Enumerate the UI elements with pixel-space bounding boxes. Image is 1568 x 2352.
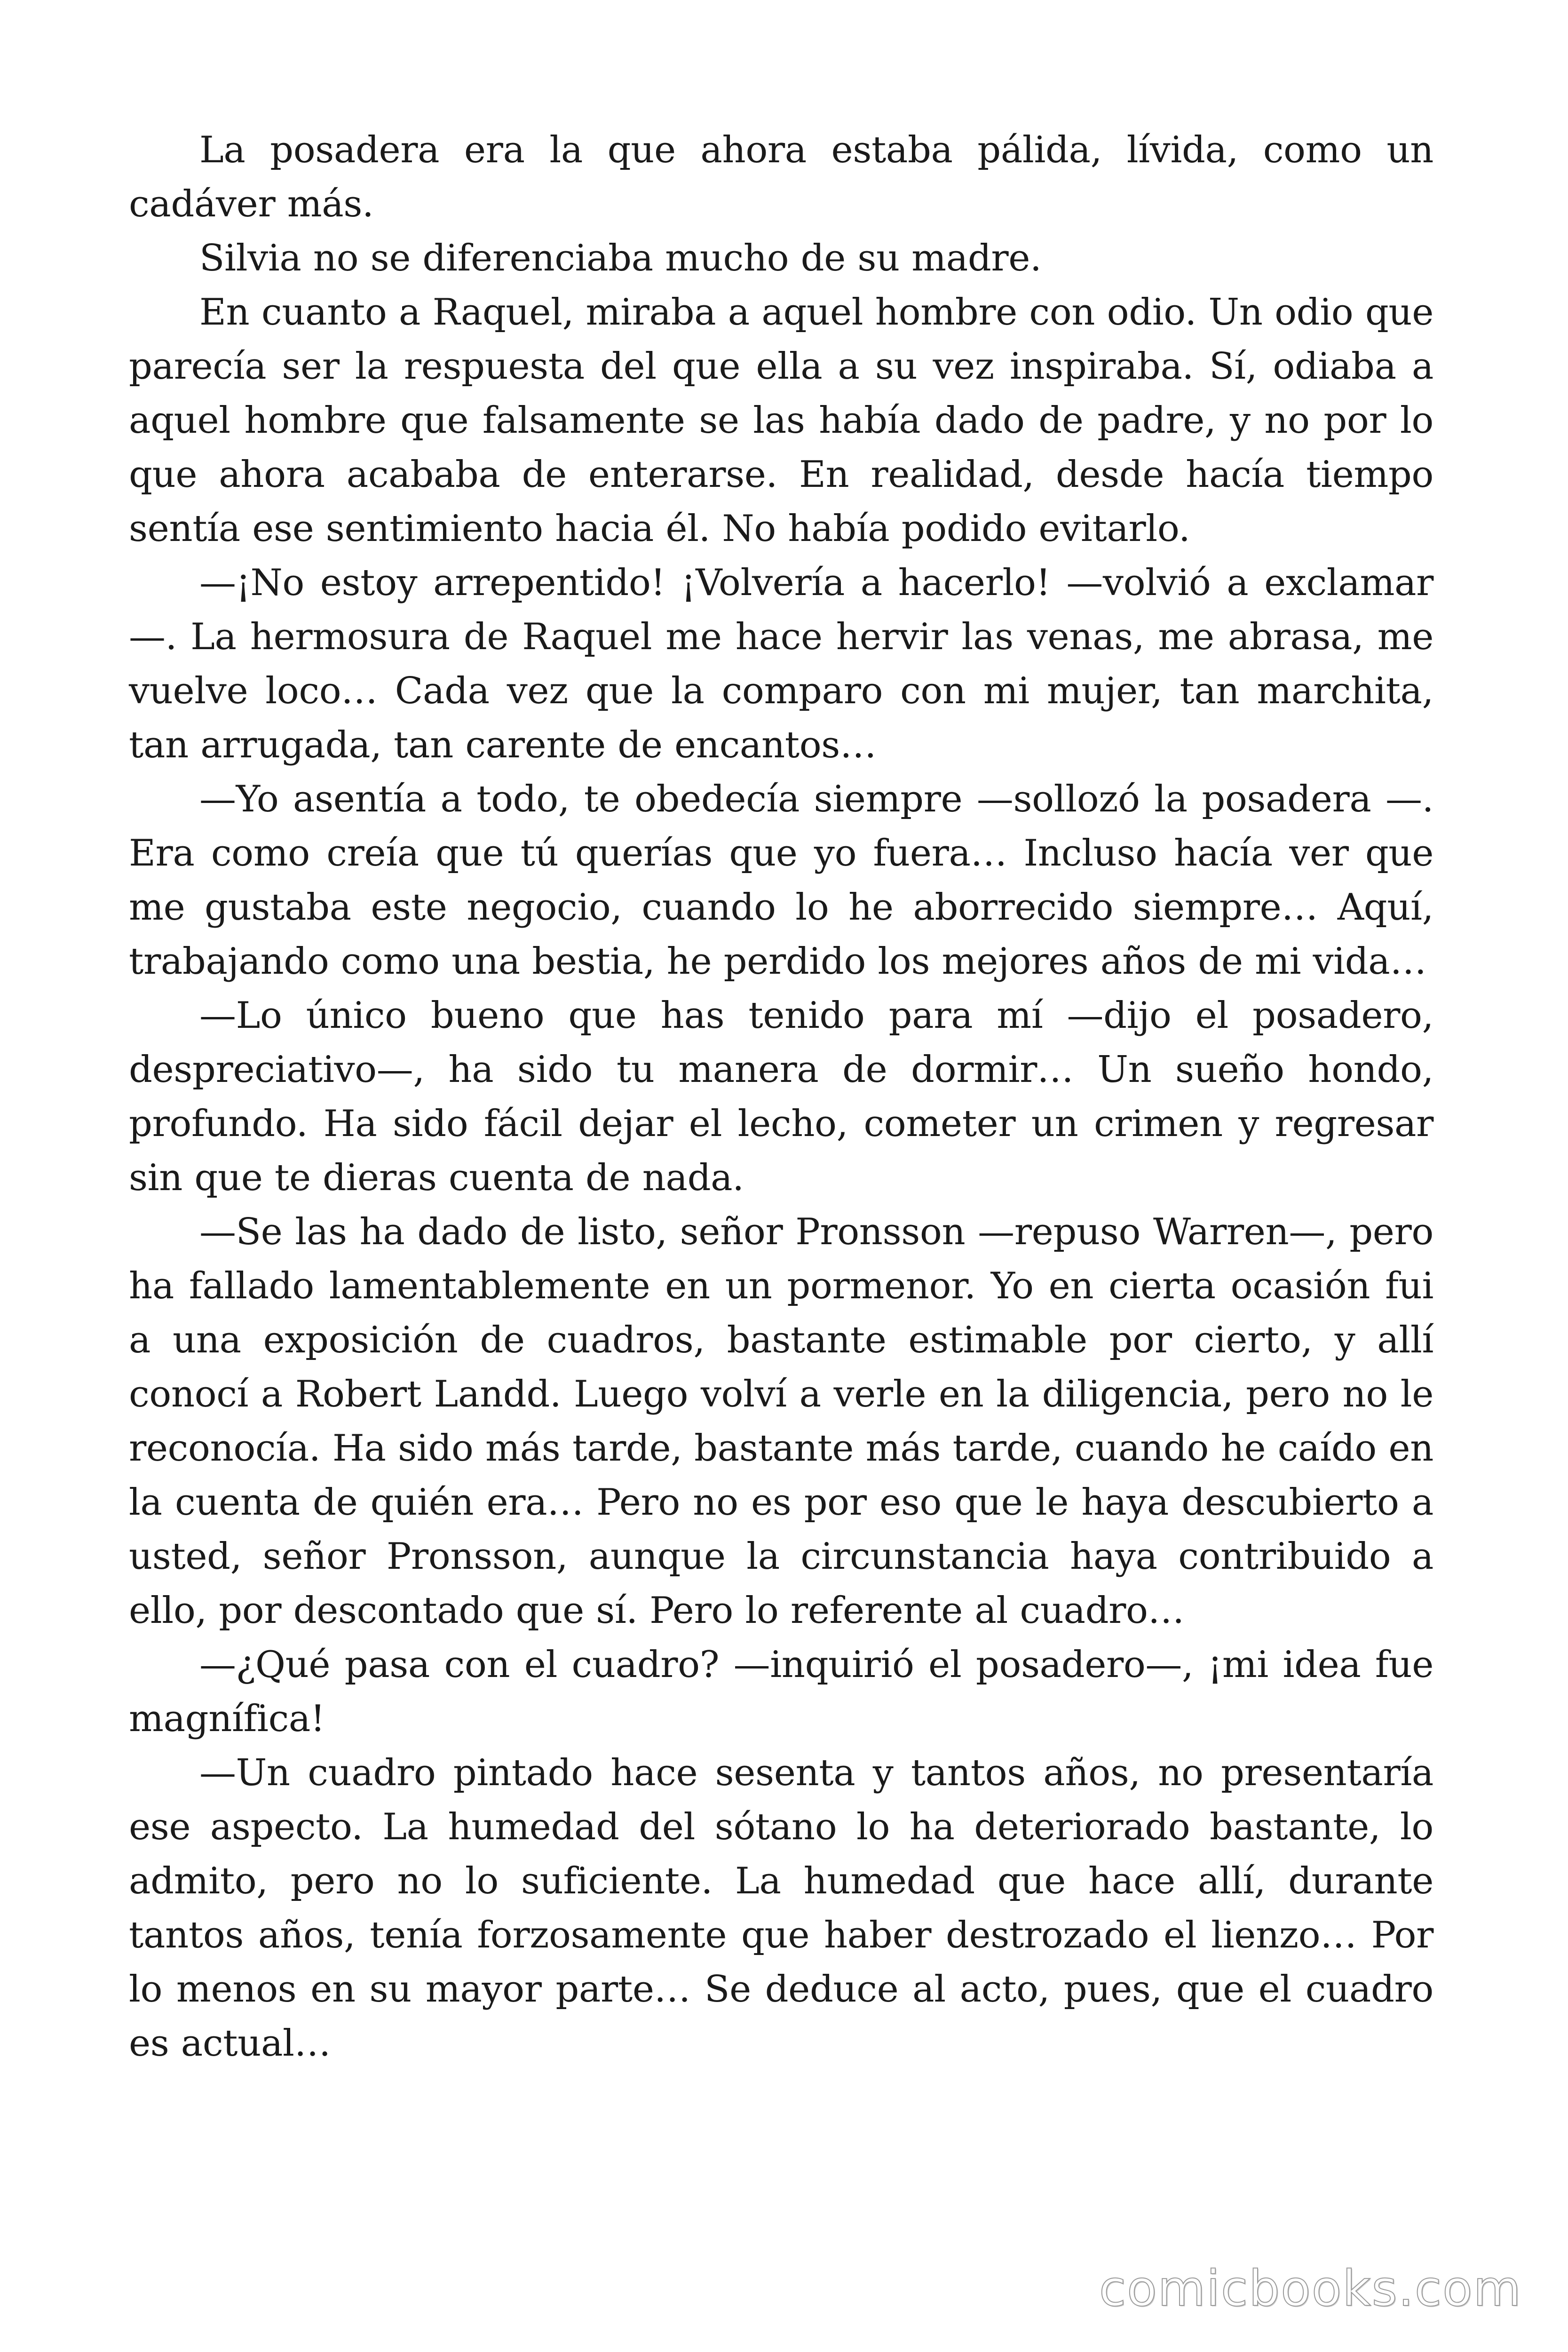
- paragraph-8: —¿Qué pasa con el cuadro? —inquirió el posadero—, ¡mi idea fue magnífica!: [129, 1644, 1433, 1740]
- paragraph-4: —¡No estoy arrepentido! ¡Volvería a hacerlo! —volvió a exclamar—. La hermosura de Raquel me hace hervir las venas, me abrasa, me vuelve loco… Cada vez que la comparo con mi mujer, tan marchita, tan arrugada, tan carente de encantos…: [129, 562, 1433, 766]
- paragraph-7: —Se las ha dado de listo, señor Pronsson —repuso Warren—, pero ha fallado lamentablemente en un pormenor. Yo en cierta ocasión fui a una exposición de cuadros, bastante estimable por cierto, y allí conocí a Robert Landd. Luego volví a verle en la diligencia, pero no le reconocía. Ha sido más tarde, bastante más tarde, cuando he caído en la cuenta de quién era… Pero no es por eso que le haya descubierto a usted, señor Pronsson, aunque la circunstancia haya contribuido a ello, por descontado que sí. Pero lo referente al cuadro…: [129, 1211, 1433, 1632]
- paragraph-1: La posadera era la que ahora estaba pálida, lívida, como un cadáver más.: [129, 129, 1433, 225]
- paragraph-6: —Lo único bueno que has tenido para mí —dijo el posadero, despreciativo—, ha sido tu manera de dormir… Un sueño hondo, profundo. Ha sido fácil dejar el lecho, cometer un crimen y regresar sin que te dieras cuenta de nada.: [129, 994, 1433, 1199]
- site-watermark: comicbooks.com: [1099, 2260, 1522, 2317]
- paragraph-3: En cuanto a Raquel, miraba a aquel hombre con odio. Un odio que parecía ser la respuesta del que ella a su vez inspiraba. Sí, odiaba a aquel hombre que falsamente se las había dado de padre, y no por lo que ahora acababa de enterarse. En realidad, desde hacía tiempo sentía ese sentimiento hacia él. No había podido evitarlo.: [129, 291, 1433, 550]
- book-page-body: [129, 123, 1433, 2071]
- paragraph-5: —Yo asentía a todo, te obedecía siempre —sollozó la posadera —. Era como creía que tú querías que yo fuera… Incluso hacía ver que me gustaba este negocio, cuando lo he aborrecido siempre… Aquí, trabajando como una bestia, he perdido los mejores años de mi vida…: [129, 778, 1433, 983]
- paragraph-9: —Un cuadro pintado hace sesenta y tantos años, no presentaría ese aspecto. La humedad del sótano lo ha deteriorado bastante, lo admito, pero no lo suficiente. La humedad que hace allí, durante tantos años, tenía forzosamente que haber destrozado el lienzo… Por lo menos en su mayor parte… Se deduce al acto, pues, que el cuadro es actual…: [129, 1752, 1433, 2065]
- paragraph-2: Silvia no se diferenciaba mucho de su madre.: [199, 237, 1042, 279]
